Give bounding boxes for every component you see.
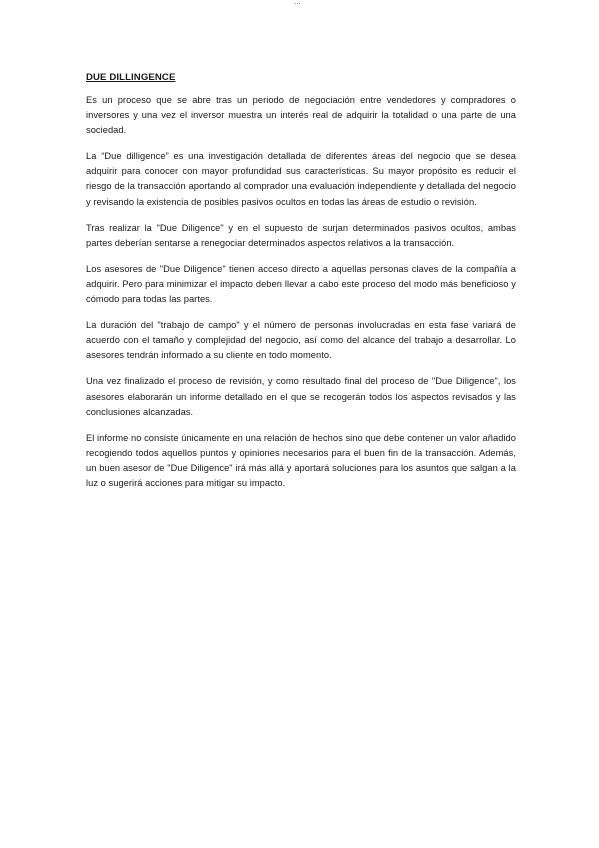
document-body <box>86 71 516 502</box>
page-marker: ... <box>294 0 301 6</box>
paragraph-2: La “Due dilligence” es una investigación detallada de diferentes áreas del negocio que se desea adquirir para conocer con mayor profundidad sus características. Su mayor propósito es reducir el riesgo de la transacción aportando al comprador una evaluación independiente y detallada del negocio y revisando la existencia de posibles pasivos ocultos en todas las áreas de estudio o revisión. <box>86 151 516 207</box>
paragraph-4: Los asesores de "Due Diligence" tienen acceso directo a aquellas personas claves de la compañía a adquirir. Pero para minimizar el impacto deben llevar a cabo este proceso del modo más beneficioso y cómodo para todas las partes. <box>86 263 516 305</box>
paragraph-3: Tras realizar la "Due Diligence" y en el supuesto de surjan determinados pasivos ocultos, ambas partes deberían sentarse a renegociar determinados aspectos relativos a la transacción. <box>86 222 516 248</box>
paragraph-5: La duración del "trabajo de campo" y el número de personas involucradas en esta fase variará de acuerdo con el tamaño y complejidad del negocio, así como del alcance del trabajo a desarrollar. Lo asesores tendrán informado a su cliente en todo momento. <box>86 320 516 361</box>
document-heading: DUE DILLINGENCE <box>86 72 176 83</box>
paragraph-7: El informe no consiste únicamente en una relación de hechos sino que debe contener un valor añadido recogiendo todos aquellos puntos y opiniones necesarios para el buen fin de la transacción. Además, un buen asesor de "Due Diligence" irá más allá y aportará soluciones para los asuntos que salgan a la luz o sugerirá acciones para mitigar su impacto. <box>86 432 516 488</box>
paragraph-6: Una vez finalizado el proceso de revisión, y como resultado final del proceso de "Due Diligence", los asesores elaborarán un informe detallado en el que se recogerán todos los aspectos revisados y las conclusiones alcanzadas. <box>86 376 516 417</box>
paragraph-1: Es un proceso que se abre tras un periodo de negociación entre vendedores y compradores o inversores y una vez el inversor muestra un interés real de adquirir la totalidad o una parte de una sociedad. <box>86 95 516 136</box>
